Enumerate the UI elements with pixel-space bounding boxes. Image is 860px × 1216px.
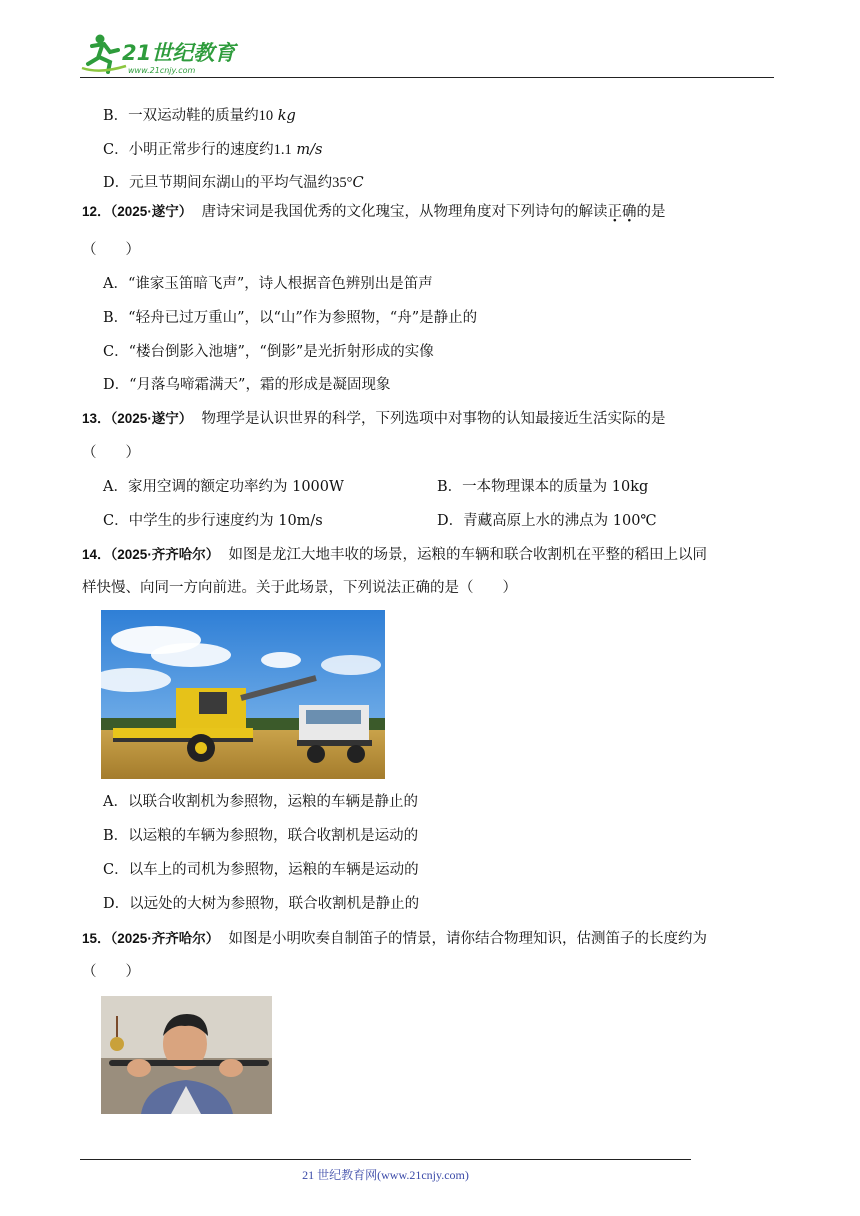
option-text: 以联合收割机为参照物，运粮的车辆是静止的: [127, 794, 418, 810]
option-text: 家用空调的额定功率约为 1000W: [127, 479, 344, 495]
q12-option-b: [103, 308, 477, 328]
option-text: 青藏高原上水的沸点为 100℃: [463, 513, 657, 529]
option-letter: C．: [103, 513, 129, 529]
question-text: 如图是小明吹奏自制笛子的情景，请你结合物理知识，估测笛子的长度约为: [228, 931, 708, 947]
option-text: 一双运动鞋的质量约: [128, 108, 259, 124]
question-source: （2025·遂宁）: [110, 411, 193, 426]
site-logo: [80, 30, 250, 76]
option-text: “轻舟已过万重山”，以“山”作为参照物，“舟”是静止的: [128, 310, 478, 326]
option-text: “楼台倒影入池塘”，“倒影”是光折射形成的实像: [128, 344, 434, 360]
q12-option-a: [103, 274, 433, 294]
q13-option-c: [103, 511, 323, 531]
option-text: 一本物理课本的质量为 10kg: [462, 479, 649, 495]
option-letter: A．: [103, 479, 128, 495]
logo-url: www.21cnjy.com: [128, 66, 196, 75]
question-text: 如图是龙江大地丰收的场景，运粮的车辆和联合收割机在平整的稻田上以同: [228, 547, 708, 563]
option-letter: C．: [103, 862, 129, 878]
logo-wordmark: 21世纪教育: [122, 41, 236, 65]
option-text: “谁家玉笛暗飞声”，诗人根据音色辨别出是笛声: [127, 276, 433, 292]
q14-option-d: [103, 894, 419, 914]
question-text-end: 的是: [636, 204, 666, 220]
q11-option-d: [103, 173, 364, 193]
q14-stem-line1: [82, 545, 707, 565]
q13-option-a: [103, 477, 344, 497]
header-divider: [80, 77, 774, 78]
q14-option-c: [103, 860, 419, 880]
option-letter: C．: [103, 344, 129, 360]
option-text: 以远处的大树为参照物，联合收割机是静止的: [129, 896, 420, 912]
q11-option-c: [103, 140, 322, 160]
q15-stem: [82, 929, 707, 949]
q12-option-c: [103, 342, 434, 362]
q12-stem: [82, 202, 666, 222]
question-source: （2025·齐齐哈尔）: [110, 547, 220, 562]
option-letter: A．: [103, 276, 128, 292]
option-letter: D．: [437, 513, 464, 529]
option-letter: D．: [103, 377, 130, 393]
question-text: 物理学是认识世界的科学，下列选项中对事物的认知最接近生活实际的是: [201, 411, 666, 427]
harvest-scene-image: [101, 610, 385, 779]
emphasis-char: 正: [607, 204, 623, 220]
q13-option-d: [437, 511, 657, 531]
emphasis-char: 确: [622, 204, 637, 220]
option-letter: A．: [103, 794, 128, 810]
option-text: 中学生的步行速度约为 10m/s: [128, 513, 323, 529]
option-letter: B．: [103, 310, 129, 326]
question-number: 14．: [82, 547, 111, 562]
flute-player-image: [101, 996, 272, 1114]
q14-option-a: [103, 792, 418, 812]
option-letter: B．: [103, 828, 129, 844]
question-number: 15．: [82, 931, 111, 946]
option-unit: C: [352, 175, 364, 191]
q12-answer-paren: （ ）: [82, 242, 140, 258]
option-unit: m/s: [296, 142, 323, 158]
q15-answer-paren: （ ）: [82, 964, 140, 980]
q13-stem: [82, 409, 666, 429]
option-letter: B．: [437, 479, 463, 495]
footer-divider: [80, 1159, 691, 1160]
q11-option-b: [103, 106, 296, 126]
option-value: 1.1: [273, 142, 292, 158]
option-letter: C．: [103, 142, 129, 158]
footer-source-text: 21 世纪教育网(www.21cnjy.com): [302, 1168, 469, 1182]
option-value: 35°: [332, 175, 353, 191]
question-number: 13．: [82, 411, 111, 426]
q13-option-b: [437, 477, 648, 497]
option-letter: D．: [103, 175, 130, 191]
option-text: 元旦节期间东湖山的平均气温约: [129, 175, 333, 191]
option-letter: D．: [103, 896, 130, 912]
option-text: 以运粮的车辆为参照物，联合收割机是运动的: [128, 828, 419, 844]
option-letter: B．: [103, 108, 129, 124]
option-unit: kg: [277, 108, 296, 124]
q12-option-d: [103, 375, 390, 395]
q14-stem-line2: 样快慢、向同一方向前进。关于此场景，下列说法正确的是（ ）: [82, 580, 517, 596]
option-text: 小明正常步行的速度约: [128, 142, 274, 158]
question-number: 12．: [82, 204, 111, 219]
option-value: 10: [258, 108, 274, 124]
q13-answer-paren: （ ）: [82, 445, 140, 461]
q14-option-b: [103, 826, 418, 846]
question-source: （2025·遂宁）: [110, 204, 193, 219]
question-text: 唐诗宋词是我国优秀的文化瑰宝，从物理角度对下列诗句的解读: [201, 204, 608, 220]
option-text: “月落乌啼霜满天”，霜的形成是凝固现象: [129, 377, 391, 393]
question-source: （2025·齐齐哈尔）: [110, 931, 220, 946]
option-text: 以车上的司机为参照物，运粮的车辆是运动的: [128, 862, 419, 878]
